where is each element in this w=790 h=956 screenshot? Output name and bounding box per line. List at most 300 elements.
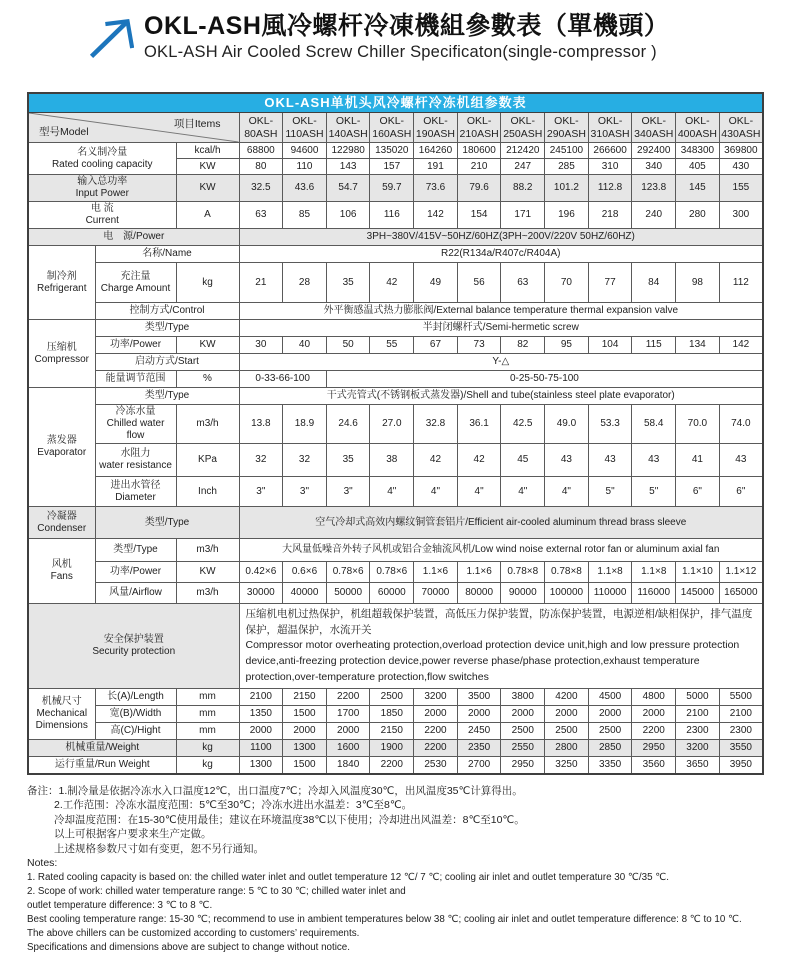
- value-cell: 2100: [676, 706, 720, 723]
- value-cell: 2200: [414, 740, 458, 757]
- label-en: Current: [85, 215, 119, 227]
- value-cell: 21: [239, 263, 283, 303]
- section-label-dimensions: [28, 689, 95, 740]
- value-cell: 1.1×12: [719, 562, 763, 583]
- value-cell: 369800: [719, 143, 763, 159]
- value-cell: 2500: [370, 689, 414, 706]
- value-cell: 157: [370, 159, 414, 175]
- value-cell: 2100: [239, 689, 283, 706]
- row-label-name: 名称/Name: [95, 246, 239, 263]
- row-control: [28, 303, 763, 320]
- label-zh: 风机: [51, 559, 72, 571]
- value-cell: 95: [545, 337, 589, 354]
- value-cell: 145: [676, 175, 720, 202]
- value-cell: 63: [239, 202, 283, 229]
- value-cell: 2000: [326, 723, 370, 740]
- section-label-fans: [28, 539, 95, 604]
- fans-type-value: 大风量低噪音外转子风机或铝合金轴流风机/Low wind noise external rotor fan or aluminum axial fan: [239, 539, 763, 562]
- row-input-power: [28, 175, 763, 202]
- value-cell: 165000: [719, 583, 763, 604]
- label-zh: 压缩机: [46, 341, 77, 353]
- value-cell: 2850: [588, 740, 632, 757]
- value-cell: 4": [545, 477, 589, 507]
- value-cell: 35: [326, 444, 370, 477]
- value-cell: 280: [676, 202, 720, 229]
- value-cell: 73: [457, 337, 501, 354]
- value-cell: 38: [370, 444, 414, 477]
- value-cell: 85: [283, 202, 327, 229]
- energy-value-b: 0-25-50-75-100: [326, 371, 763, 388]
- value-cell: 55: [370, 337, 414, 354]
- value-cell: 70000: [414, 583, 458, 604]
- row-label-weight: 机械重量/Weight: [28, 740, 176, 757]
- value-cell: 90000: [501, 583, 545, 604]
- value-cell: 43.6: [283, 175, 327, 202]
- unit-cell: kg: [176, 757, 239, 774]
- value-cell: 122980: [326, 143, 370, 159]
- value-cell: 80000: [457, 583, 501, 604]
- note-en-line: 2. Scope of work: chilled water temperature range: 5 ℃ to 30 ℃; chilled water inlet and: [27, 886, 406, 898]
- document-header: [0, 0, 790, 62]
- label-zh: 水阻力: [120, 448, 151, 460]
- value-cell: 45: [501, 444, 545, 477]
- value-cell: 1.1×8: [588, 562, 632, 583]
- value-cell: 50: [326, 337, 370, 354]
- note-en-line: The above chillers can be customized according to customers’ requirements.: [27, 928, 360, 940]
- row-current: [28, 202, 763, 229]
- value-cell: OKL-310ASH: [588, 113, 632, 143]
- value-cell: 5": [588, 477, 632, 507]
- label-zh: 电 流: [90, 203, 114, 215]
- value-cell: 88.2: [501, 175, 545, 202]
- note-zh-line: 冷却温度范围：在15-30℃使用最佳；建议在环境温度38℃以下使用；冷却进出风温差：8℃至10℃。: [54, 813, 525, 826]
- value-cell: 4": [370, 477, 414, 507]
- unit-cell: KW: [176, 337, 239, 354]
- value-cell: OKL-250ASH: [501, 113, 545, 143]
- value-cell: OKL-140ASH: [326, 113, 370, 143]
- label-en: Condenser: [37, 522, 87, 534]
- value-cell: 3350: [588, 757, 632, 774]
- value-cell: 3": [283, 477, 327, 507]
- value-cell: 3200: [414, 689, 458, 706]
- title-block: [144, 12, 669, 62]
- value-cell: 1300: [239, 757, 283, 774]
- row-fans-type: [28, 539, 763, 562]
- value-cell: 1600: [326, 740, 370, 757]
- value-cell: 2200: [632, 723, 676, 740]
- row-label-airflow: 风量/Airflow: [95, 583, 176, 604]
- notes-section: [27, 784, 777, 955]
- value-cell: 63: [501, 263, 545, 303]
- value-cell: 2800: [545, 740, 589, 757]
- value-cell: 2500: [588, 723, 632, 740]
- label-en: water resistance: [99, 460, 172, 472]
- value-cell: 40: [283, 337, 327, 354]
- value-cell: 4500: [588, 689, 632, 706]
- value-cell: 70: [545, 263, 589, 303]
- row-label-fan-type: 类型/Type: [95, 539, 176, 562]
- value-cell: 2530: [414, 757, 458, 774]
- value-cell: 70.0: [676, 405, 720, 444]
- row-refrigerant-name: [28, 246, 763, 263]
- row-label-fan-power: 功率/Power: [95, 562, 176, 583]
- value-cell: 84: [632, 263, 676, 303]
- value-cell: 0.78×6: [326, 562, 370, 583]
- energy-value-a: 0-33-66-100: [239, 371, 326, 388]
- value-cell: 2000: [632, 706, 676, 723]
- value-cell: 2950: [501, 757, 545, 774]
- value-cell: 43: [719, 444, 763, 477]
- label-zh: 制冷剂: [46, 270, 77, 282]
- value-cell: 101.2: [545, 175, 589, 202]
- row-weight: [28, 740, 763, 757]
- control-value: 外平衡感温式热力膨胀阀/External balance temperature thermal expansion valve: [239, 303, 763, 320]
- value-cell: 2000: [501, 706, 545, 723]
- value-cell: 1700: [326, 706, 370, 723]
- value-cell: 191: [414, 159, 458, 175]
- value-cell: 82: [501, 337, 545, 354]
- security-content: [239, 604, 763, 689]
- condenser-type-value: 空气冷却式高效内螺纹铜管套铝片/Efficient air-cooled aluminum thread brass sleeve: [239, 507, 763, 539]
- value-cell: 0.42×6: [239, 562, 283, 583]
- row-run-weight: [28, 757, 763, 774]
- value-cell: 2500: [545, 723, 589, 740]
- row-label-current: [28, 202, 176, 229]
- row-label-capacity: [28, 143, 176, 175]
- value-cell: 134: [676, 337, 720, 354]
- row-power-supply: [28, 229, 763, 246]
- value-cell: 1.1×10: [676, 562, 720, 583]
- label-zh: 进出水管径: [110, 479, 161, 491]
- row-label-length: 长(A)/Length: [95, 689, 176, 706]
- label-en: Refrigerant: [37, 282, 87, 294]
- value-cell: 80: [239, 159, 283, 175]
- label-en: Compressor: [34, 353, 89, 365]
- row-width: [28, 706, 763, 723]
- value-cell: OKL-430ASH: [719, 113, 763, 143]
- value-cell: 43: [588, 444, 632, 477]
- value-cell: 4": [414, 477, 458, 507]
- value-cell: 58.4: [632, 405, 676, 444]
- unit-cell: m3/h: [176, 539, 239, 562]
- value-cell: 2150: [283, 689, 327, 706]
- corner-items-label: 项目Items: [173, 118, 221, 131]
- row-label-height: 高(C)/Hight: [95, 723, 176, 740]
- row-label-type: 类型/Type: [95, 388, 239, 405]
- value-cell: OKL-80ASH: [239, 113, 283, 143]
- value-cell: 79.6: [457, 175, 501, 202]
- value-cell: 42: [457, 444, 501, 477]
- note-en-line: 1. Rated cooling capacity is based on: the chilled water inlet and outlet temperature 12 ℃/ 7 ℃; cooling air inlet and outlet temperature 30 ℃/35 ℃.: [27, 872, 669, 884]
- value-cell: 2150: [370, 723, 414, 740]
- value-cell: 73.6: [414, 175, 458, 202]
- unit-cell: %: [176, 371, 239, 388]
- value-cell: 56: [457, 263, 501, 303]
- row-label-width: 宽(B)/Width: [95, 706, 176, 723]
- value-cell: 32: [283, 444, 327, 477]
- value-cell: 240: [632, 202, 676, 229]
- row-evaporator-type: [28, 388, 763, 405]
- spec-table: [27, 92, 764, 775]
- value-cell: 13.8: [239, 405, 283, 444]
- arrow-up-right-icon: [86, 14, 134, 60]
- value-cell: 49: [414, 263, 458, 303]
- value-cell: 6": [676, 477, 720, 507]
- value-cell: 110000: [588, 583, 632, 604]
- value-cell: OKL-160ASH: [370, 113, 414, 143]
- value-cell: 2350: [457, 740, 501, 757]
- compressor-type-value: 半封闭螺杆式/Semi-hermetic screw: [239, 320, 763, 337]
- value-cell: 1900: [370, 740, 414, 757]
- value-cell: 116000: [632, 583, 676, 604]
- value-cell: 104: [588, 337, 632, 354]
- label-en: Security protection: [92, 646, 176, 658]
- value-cell: 2000: [588, 706, 632, 723]
- value-cell: 42: [414, 444, 458, 477]
- label-zh: 蒸发器: [46, 435, 77, 447]
- value-cell: OKL-190ASH: [414, 113, 458, 143]
- evaporator-type-value: 干式壳管式(不锈钢板式蒸发器)/Shell and tube(stainless steel plate evaporator): [239, 388, 763, 405]
- unit-cell: Inch: [176, 477, 239, 507]
- value-cell: 2200: [326, 689, 370, 706]
- value-cell: 2000: [239, 723, 283, 740]
- row-compressor-power: [28, 337, 763, 354]
- value-cell: 2000: [414, 706, 458, 723]
- value-cell: 42: [370, 263, 414, 303]
- row-label-power-supply: 电 源/Power: [28, 229, 239, 246]
- value-cell: 116: [370, 202, 414, 229]
- page-title-zh: OKL-ASH風冷螺杆冷凍機組參數表（單機頭）: [144, 12, 670, 40]
- row-label-flow: [95, 405, 176, 444]
- corner-header-cell: [28, 113, 239, 143]
- value-cell: 98: [676, 263, 720, 303]
- value-cell: 32.8: [414, 405, 458, 444]
- value-cell: 2000: [545, 706, 589, 723]
- value-cell: 2300: [676, 723, 720, 740]
- unit-cell: KW: [176, 562, 239, 583]
- value-cell: 53.3: [588, 405, 632, 444]
- label-en: Evaporator: [37, 447, 87, 459]
- row-label-start: 启动方式/Start: [95, 354, 239, 371]
- corner-model-label: 型号Model: [39, 125, 89, 138]
- value-cell: 1350: [239, 706, 283, 723]
- value-cell: 49.0: [545, 405, 589, 444]
- note-zh-line: 备注：1.制冷量是依据冷冻水入口温度12℃，出口温度7℃；冷却入风温度30℃，出风温度35℃计算得出。: [27, 784, 523, 797]
- value-cell: OKL-340ASH: [632, 113, 676, 143]
- value-cell: 1300: [283, 740, 327, 757]
- start-value: Y-△: [239, 354, 763, 371]
- value-cell: 2100: [719, 706, 763, 723]
- value-cell: 1.1×6: [414, 562, 458, 583]
- value-cell: 123.8: [632, 175, 676, 202]
- row-label-comp-power: 功率/Power: [95, 337, 176, 354]
- value-cell: 74.0: [719, 405, 763, 444]
- value-cell: 6": [719, 477, 763, 507]
- value-cell: OKL-110ASH: [283, 113, 327, 143]
- value-cell: 196: [545, 202, 589, 229]
- row-pipe-diameter: [28, 477, 763, 507]
- row-height: [28, 723, 763, 740]
- unit-cell: kg: [176, 740, 239, 757]
- unit-cell: m3/h: [176, 583, 239, 604]
- notes-en-title: Notes:: [27, 857, 58, 870]
- value-cell: 164260: [414, 143, 458, 159]
- value-cell: 115: [632, 337, 676, 354]
- value-cell: 1850: [370, 706, 414, 723]
- value-cell: 110: [283, 159, 327, 175]
- value-cell: 4200: [545, 689, 589, 706]
- label-zh: 安全保护装置: [103, 634, 164, 646]
- value-cell: 67: [414, 337, 458, 354]
- label-en: Mechanical: [36, 708, 88, 720]
- label-zh: 名义制冷量: [77, 146, 128, 158]
- row-chilled-water-flow: [28, 405, 763, 444]
- row-label-diameter: [95, 477, 176, 507]
- value-cell: 0.6×6: [283, 562, 327, 583]
- row-length: [28, 689, 763, 706]
- row-airflow: [28, 583, 763, 604]
- row-capacity-kcal: [28, 143, 763, 159]
- row-label-energy: 能量调节范围: [95, 371, 176, 388]
- value-cell: 60000: [370, 583, 414, 604]
- value-cell: 3500: [457, 689, 501, 706]
- row-label-input-power: [28, 175, 176, 202]
- security-content-en: Compressor motor overheating protection,overload protection device unit,high and low pressure protection device,anti-freezing protection device,power reverse phase/phase protection,exhaust temperature protection,over-temperature protection,flow switches: [245, 639, 740, 683]
- unit-cell: mm: [176, 706, 239, 723]
- row-label-run-weight: 运行重量/Run Weight: [28, 757, 176, 774]
- value-cell: 340: [632, 159, 676, 175]
- row-label-type: 类型/Type: [95, 507, 239, 539]
- value-cell: 30: [239, 337, 283, 354]
- note-en-line: Specifications and dimensions above are subject to change without notice.: [27, 941, 350, 953]
- row-label-charge: [95, 263, 176, 303]
- row-energy-range: [28, 371, 763, 388]
- section-label-condenser: [28, 507, 95, 539]
- value-cell: 50000: [326, 583, 370, 604]
- value-cell: 4800: [632, 689, 676, 706]
- value-cell: 41: [676, 444, 720, 477]
- value-cell: 28: [283, 263, 327, 303]
- value-cell: 210: [457, 159, 501, 175]
- row-water-resistance: [28, 444, 763, 477]
- page-title-en: OKL-ASH Air Cooled Screw Chiller Specificaton(single-compressor ): [144, 42, 657, 61]
- unit-cell: KPa: [176, 444, 239, 477]
- value-cell: 348300: [676, 143, 720, 159]
- value-cell: 430: [719, 159, 763, 175]
- section-label-refrigerant: [28, 246, 95, 320]
- section-label-evaporator: [28, 388, 95, 507]
- value-cell: 1500: [283, 757, 327, 774]
- unit-cell: A: [176, 202, 239, 229]
- value-cell: 68800: [239, 143, 283, 159]
- label-en: Input Power: [75, 188, 129, 200]
- label-en: Dimensions: [35, 720, 88, 732]
- row-condenser-type: [28, 507, 763, 539]
- section-label-security: [28, 604, 239, 689]
- value-cell: 143: [326, 159, 370, 175]
- value-cell: 4": [501, 477, 545, 507]
- value-cell: 3800: [501, 689, 545, 706]
- value-cell: 285: [545, 159, 589, 175]
- value-cell: 1840: [326, 757, 370, 774]
- value-cell: 42.5: [501, 405, 545, 444]
- value-cell: 106: [326, 202, 370, 229]
- value-cell: 24.6: [326, 405, 370, 444]
- row-label-control: 控制方式/Control: [95, 303, 239, 320]
- value-cell: 1100: [239, 740, 283, 757]
- value-cell: 2550: [501, 740, 545, 757]
- value-cell: 2950: [632, 740, 676, 757]
- label-zh: 冷冻水量: [115, 406, 156, 418]
- value-cell: 43: [632, 444, 676, 477]
- value-cell: OKL-290ASH: [545, 113, 589, 143]
- value-cell: 35: [326, 263, 370, 303]
- value-cell: 180600: [457, 143, 501, 159]
- value-cell: 155: [719, 175, 763, 202]
- label-zh: 输入总功率: [77, 176, 128, 188]
- value-cell: 0.78×8: [545, 562, 589, 583]
- value-cell: 2500: [501, 723, 545, 740]
- table-header-row: [28, 113, 763, 143]
- value-cell: 310: [588, 159, 632, 175]
- value-cell: 1.1×8: [632, 562, 676, 583]
- value-cell: 218: [588, 202, 632, 229]
- value-cell: 3200: [676, 740, 720, 757]
- value-cell: 40000: [283, 583, 327, 604]
- unit-cell: kg: [176, 263, 239, 303]
- value-cell: 32.5: [239, 175, 283, 202]
- row-security-protection: [28, 604, 763, 689]
- note-en-line: Best cooling temperature range: 15-30 ℃; recommend to use in ambient temperatures below 38 ℃; cooling air inlet and outlet temperature difference: 8 ℃ to 10 ℃.: [27, 914, 742, 926]
- security-content-zh: 压缩机电机过热保护，机组超载保护装置，高低压力保护装置，防冻保护装置，电源逆相/缺相保护，排气温度保护，超温保护，水流开关: [245, 607, 753, 636]
- value-cell: 100000: [545, 583, 589, 604]
- value-cell: 3550: [719, 740, 763, 757]
- value-cell: 245100: [545, 143, 589, 159]
- value-cell: 112.8: [588, 175, 632, 202]
- value-cell: 3250: [545, 757, 589, 774]
- value-cell: 171: [501, 202, 545, 229]
- unit-cell: KW: [176, 159, 239, 175]
- value-cell: 2700: [457, 757, 501, 774]
- label-zh: 机械尺寸: [41, 696, 82, 708]
- row-charge-amount: [28, 263, 763, 303]
- value-cell: 3650: [676, 757, 720, 774]
- row-label-resistance: [95, 444, 176, 477]
- value-cell: 145000: [676, 583, 720, 604]
- value-cell: 3560: [632, 757, 676, 774]
- value-cell: 2200: [370, 757, 414, 774]
- value-cell: 54.7: [326, 175, 370, 202]
- row-label-type: 类型/Type: [95, 320, 239, 337]
- power-supply-value: 3PH~380V/415V~50HZ/60HZ(3PH~200V/220V 50HZ/60HZ): [239, 229, 763, 246]
- value-cell: 112: [719, 263, 763, 303]
- value-cell: 5500: [719, 689, 763, 706]
- value-cell: 2450: [457, 723, 501, 740]
- value-cell: 405: [676, 159, 720, 175]
- value-cell: OKL-400ASH: [676, 113, 720, 143]
- value-cell: 266600: [588, 143, 632, 159]
- note-zh-line: 上述规格参数尺寸如有变更，恕不另行通知。: [54, 842, 264, 855]
- label-zh: 充注量: [120, 270, 151, 282]
- value-cell: 5": [632, 477, 676, 507]
- label-en: Chilled water flow: [106, 418, 165, 442]
- table-banner-row: [28, 93, 763, 113]
- row-compressor-type: [28, 320, 763, 337]
- value-cell: 94600: [283, 143, 327, 159]
- value-cell: 142: [719, 337, 763, 354]
- value-cell: 59.7: [370, 175, 414, 202]
- label-en: Charge Amount: [100, 282, 171, 294]
